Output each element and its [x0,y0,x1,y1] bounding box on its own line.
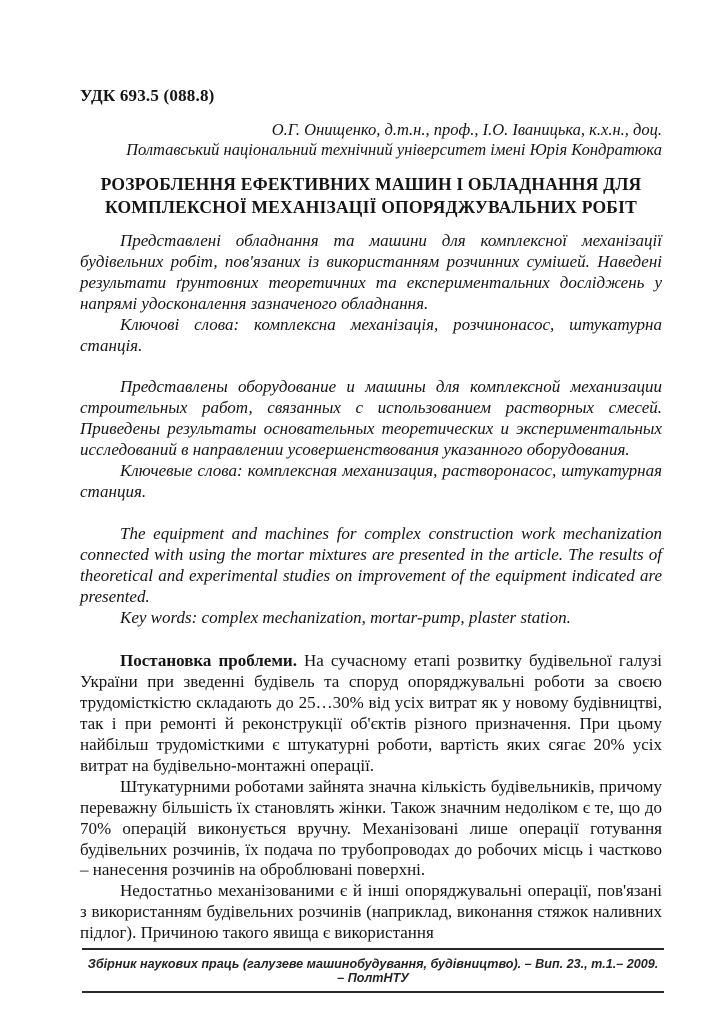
paragraph-1-text: На сучасному етапі розвитку будівельної галузі України при зведенні будівель та споруд опоряджувальні роботи за своєю трудомісткістю складають до 25…30% від усіх витрат як у новому будівництві, так і при ремонті й реконструкції об'єктів різного призначення. При цьому найбільш трудомісткими є штукатурні роботи, вартість яких сягає 20% усіх витрат на будівельно-монтажні операції. [80,651,662,775]
page-content [80,86,662,944]
journal-footer [82,948,664,993]
keywords-russian: Ключевые слова: комплексная механизация, растворонасос, штукатурная станция. [80,461,662,501]
journal-footer-text: Збірник наукових праць (галузеве машинобудування, будівництво). – Вип. 23., т.1.– 2009. – ПолтНТУ [87,957,659,985]
keywords-english: Key words: complex mechanization, mortar-pump, plaster station. [120,607,571,627]
udc-number: УДК 693.5 (088.8) [80,86,215,105]
paragraph-lead-problem-statement: Постановка проблеми. [120,651,297,671]
abstract-russian: Представлены оборудование и машины для комплексной механизации строительных работ, связанных с использованием растворных смесей. Приведены результаты основательных теоретических и экспериментальных исследований в направлении усовершенствования указанного оборудования. [80,377,662,460]
authors-line: О.Г. Онищенко, д.т.н., проф., І.О. Іваницька, к.х.н., доц. [271,120,662,139]
article-title-line-1: РОЗРОБЛЕННЯ ЕФЕКТИВНИХ МАШИН І ОБЛАДНАННЯ ДЛЯ [100,174,642,194]
affiliation-line: Полтавський національний технічний університет імені Юрія Кондратюка [126,139,662,159]
body-paragraph-2: Штукатурними роботами зайнята значна кількість будівельників, причому переважну більшість їх становлять жінки. Також значним недоліком є те, що до 70% операцій виконується вручну. Механізовані лише операції готування будівельних розчинів, їх подача по трубопроводах до робочих місць і частково – нанесення розчинів на оброблювані поверхні. [80,776,662,880]
keywords-ukrainian: Ключові слова: комплексна механізація, розчинонасос, штукатурна станція. [80,314,662,355]
body-paragraph-3: Недостатньо механізованими є й інші опоряджувальні операції, пов'язані з використанням будівельних розчинів (наприклад, виконання стяжок наливних підлог). Причиною такого явища є використання [80,881,662,943]
abstract-ukrainian: Представлені обладнання та машини для комплексної механізації будівельних робіт, пов'язаних із використанням розчинних сумішей. Наведені результати ґрунтовних теоретичних та експериментальних досліджень у напрямі удосконалення зазначеного обладнання. [80,231,662,313]
body-paragraph-1 [80,651,662,776]
article-title [80,173,662,218]
abstract-english: The equipment and machines for complex construction work mechanization connected with using the mortar mixtures are presented in the article. The results of theoretical and experimental studies on improvement of the equipment indicated are presented. [80,523,662,606]
article-title-line-2: КОМПЛЕКСНОЇ МЕХАНІЗАЦІЇ ОПОРЯДЖУВАЛЬНИХ РОБІТ [105,196,637,217]
